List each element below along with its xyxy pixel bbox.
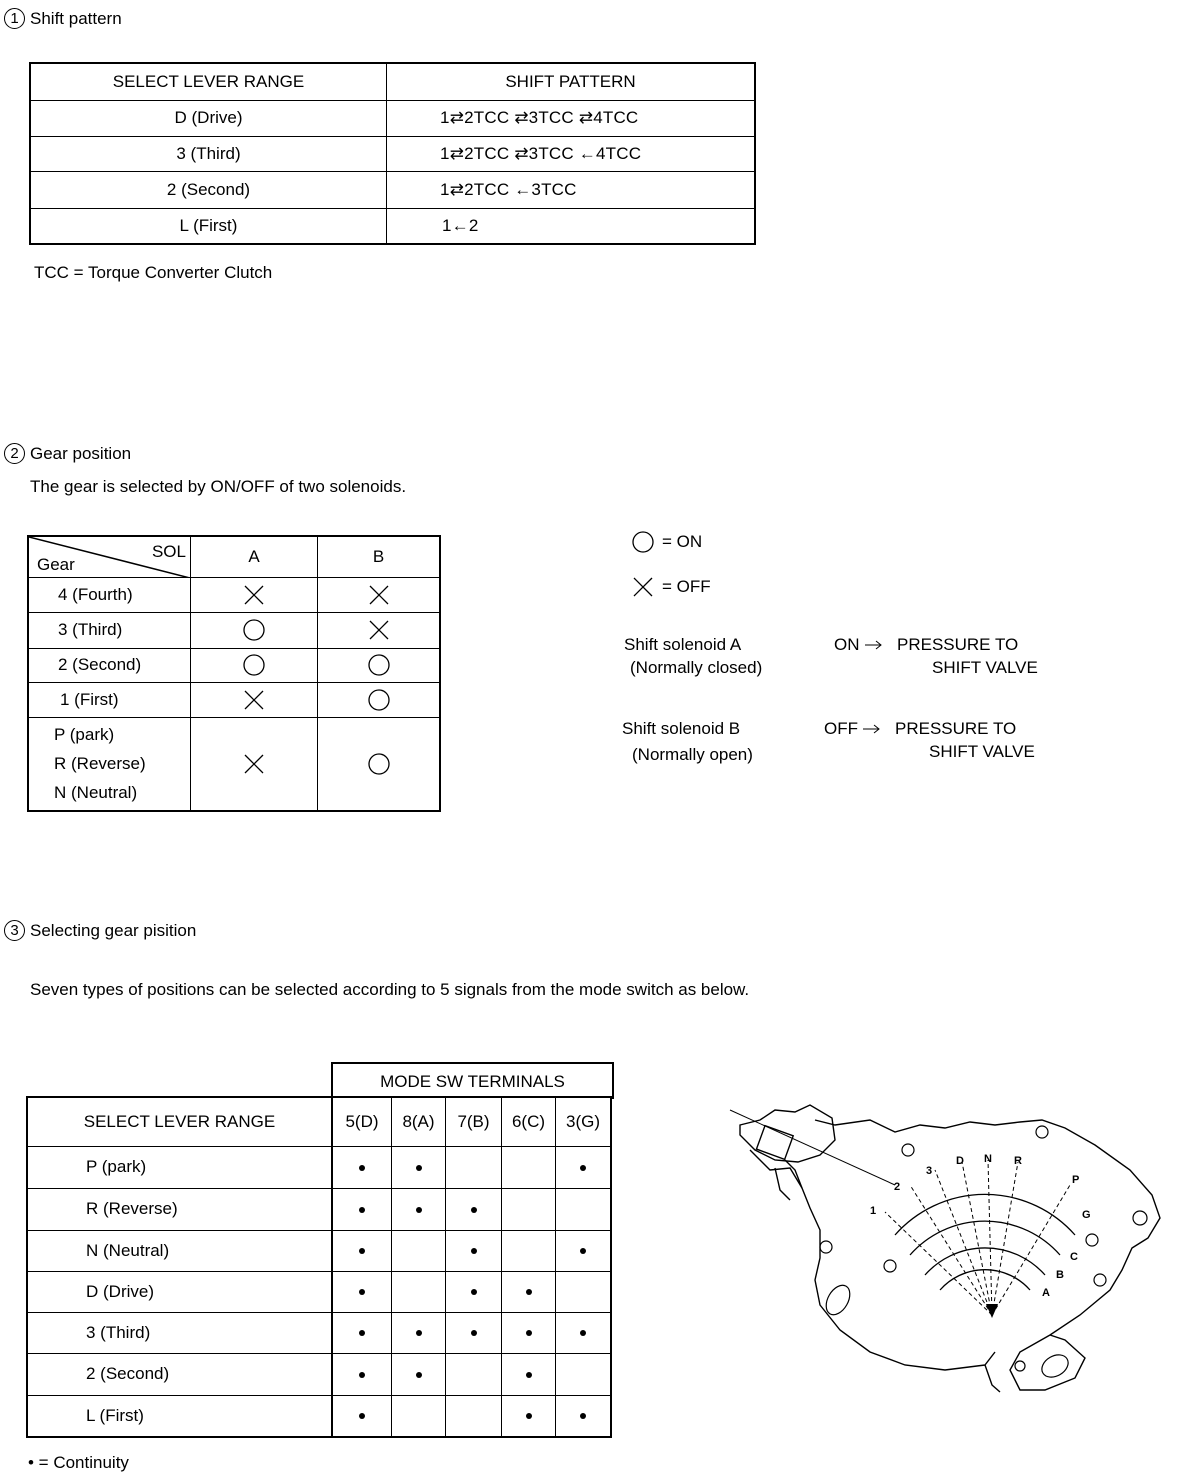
gear-label-reverse: R (Reverse): [54, 754, 146, 774]
circle-on-icon: [368, 654, 390, 676]
header-terminal: 5(D): [332, 1097, 392, 1146]
continuity-dot-icon: [526, 1330, 532, 1336]
header-terminal: 7(B): [446, 1097, 502, 1146]
circle-on-icon: [368, 689, 390, 711]
sol-a-cell: [191, 577, 318, 612]
terminal-label-g: G: [1082, 1209, 1091, 1221]
circle-on-icon: [243, 619, 265, 641]
section-number-badge: 2: [4, 443, 25, 464]
arrow-right-icon: [864, 639, 884, 651]
solenoid-a-result-2: SHIFT VALVE: [932, 658, 1038, 677]
cross-off-icon: [368, 619, 390, 641]
terminal-cell: [502, 1353, 556, 1395]
table-row: [30, 136, 755, 171]
pos-label-n: N: [984, 1153, 992, 1165]
mode-switch-table: [26, 1096, 612, 1438]
section-1-heading: [4, 8, 122, 29]
continuity-dot-icon: [580, 1330, 586, 1336]
arrow-right-icon: [862, 723, 882, 735]
range-cell: N (Neutral): [27, 1230, 332, 1271]
section-title: Gear position: [30, 443, 132, 463]
continuity-dot-icon: [359, 1330, 365, 1336]
terminal-cell: [556, 1312, 612, 1353]
section-2-subtitle: The gear is selected by ON/OFF of two solenoids.: [30, 477, 407, 496]
pos-label-2: 2: [894, 1181, 901, 1193]
terminal-cell: [392, 1230, 446, 1271]
solenoid-a-state-text: ON: [834, 635, 860, 654]
header-terminal: 8(A): [392, 1097, 446, 1146]
terminal-cell: [502, 1230, 556, 1271]
solenoid-a-state: [834, 635, 884, 655]
table-row: [27, 1353, 611, 1395]
range-cell: L (First): [30, 208, 387, 244]
header-sol-a: A: [191, 536, 318, 577]
terminal-cell: [556, 1271, 612, 1312]
solenoid-a-type: (Normally closed): [630, 658, 763, 677]
pos-label-r: R: [1014, 1155, 1022, 1167]
range-cell: 2 (Second): [27, 1353, 332, 1395]
sol-a-cell: [191, 648, 318, 682]
continuity-dot-icon: [359, 1289, 365, 1295]
terminal-cell: [332, 1188, 392, 1230]
pattern-text: 1⇄2TCC ⇄3TCC ⇄4TCC: [440, 108, 639, 127]
section-2-heading: [4, 443, 131, 464]
circle-on-icon: [368, 753, 390, 775]
table-header-row: [27, 1097, 611, 1146]
solenoid-b-result-2: SHIFT VALVE: [929, 742, 1035, 761]
continuity-dot-icon: [580, 1248, 586, 1254]
cross-off-icon: [243, 584, 265, 606]
terminal-cell: [502, 1395, 556, 1437]
continuity-dot-icon: [471, 1330, 477, 1336]
gear-cell: 4 (Fourth): [28, 577, 191, 612]
terminal-cell: [556, 1353, 612, 1395]
table-row: [27, 1188, 611, 1230]
section-3-subtitle: Seven types of positions can be selected according to 5 signals from the mode switch as below.: [30, 980, 750, 999]
legend-on-text: = ON: [662, 532, 703, 551]
continuity-dot-icon: [471, 1207, 477, 1213]
cross-off-icon: [243, 753, 265, 775]
section-number-badge: 3: [4, 920, 25, 941]
terminal-cell: [502, 1312, 556, 1353]
continuity-dot-icon: [359, 1248, 365, 1254]
pattern-text: 1⇄2TCC ←3TCC: [440, 179, 577, 199]
continuity-dot-icon: [471, 1289, 477, 1295]
header-sol-b: B: [318, 536, 441, 577]
solenoid-b-name: Shift solenoid B: [622, 719, 741, 738]
pattern-cell: [387, 136, 756, 171]
terminal-cell: [446, 1271, 502, 1312]
section-title: Shift pattern: [30, 8, 122, 28]
continuity-dot-icon: [416, 1330, 422, 1336]
mode-rows: [27, 1146, 611, 1437]
corner-gear-label: Gear: [37, 554, 75, 574]
table-header-row: [30, 63, 755, 100]
section-title: Selecting gear pisition: [30, 920, 197, 940]
terminal-cell: [332, 1271, 392, 1312]
pattern-text: 1⇄2TCC ⇄3TCC ←4TCC: [440, 143, 642, 163]
table-row: [30, 208, 755, 244]
gear-label-neutral: N (Neutral): [54, 783, 138, 803]
terminal-cell: [556, 1395, 612, 1437]
table-row: [30, 100, 755, 136]
pos-label-d: D: [956, 1155, 964, 1167]
pos-label-p: P: [1072, 1174, 1080, 1186]
gear-cell: 2 (Second): [28, 648, 191, 682]
continuity-dot-icon: [359, 1413, 365, 1419]
terminal-cell: [502, 1146, 556, 1188]
continuity-dot-icon: [526, 1413, 532, 1419]
pattern-cell: [387, 100, 756, 136]
corner-cell: [28, 536, 191, 577]
terminal-cell: [332, 1353, 392, 1395]
gear-cell-prn: [28, 717, 191, 811]
solenoid-b-result-1: PRESSURE TO: [895, 719, 1017, 738]
terminal-cell: [392, 1395, 446, 1437]
range-cell: 2 (Second): [30, 171, 387, 208]
table-row: [27, 1395, 611, 1437]
gear-cell: 1 (First): [28, 682, 191, 717]
terminal-cell: [446, 1395, 502, 1437]
header-shift-pattern: SHIFT PATTERN: [387, 63, 756, 100]
continuity-dot-icon: [526, 1289, 532, 1295]
header-select-lever-range: SELECT LEVER RANGE: [30, 63, 387, 100]
continuity-dot-icon: [416, 1372, 422, 1378]
mode-sw-terminals-header: MODE SW TERMINALS: [331, 1062, 614, 1099]
table-row: [28, 612, 440, 648]
cross-off-icon: [632, 576, 654, 598]
table-row: [28, 682, 440, 717]
sol-b-cell: [318, 648, 441, 682]
table-row: [28, 717, 440, 811]
table-header-row: [28, 536, 440, 577]
continuity-dot-icon: [359, 1372, 365, 1378]
range-cell: 3 (Third): [30, 136, 387, 171]
terminal-label-c: C: [1070, 1251, 1078, 1263]
table-row: [27, 1146, 611, 1188]
sol-b-cell: [318, 682, 441, 717]
terminal-cell: [502, 1188, 556, 1230]
continuity-dot-icon: [359, 1207, 365, 1213]
table-row: [28, 648, 440, 682]
terminal-cell: [446, 1353, 502, 1395]
mode-switch-diagram: [720, 1090, 1170, 1410]
solenoid-table: [27, 535, 441, 812]
sol-a-cell: [191, 682, 318, 717]
shift-pattern-table: [29, 62, 756, 245]
terminal-cell: [392, 1271, 446, 1312]
table-row: [27, 1312, 611, 1353]
contact-arcs: [895, 1194, 1075, 1290]
legend-on: [632, 531, 702, 553]
solenoid-a-name: Shift solenoid A: [624, 635, 742, 654]
range-cell: R (Reverse): [27, 1188, 332, 1230]
terminal-cell: [446, 1188, 502, 1230]
continuity-dot-icon: [580, 1413, 586, 1419]
cross-off-icon: [243, 689, 265, 711]
table-row: [28, 577, 440, 612]
corner-sol-label: SOL: [151, 542, 186, 561]
pointer-arrow-icon: [986, 1304, 998, 1318]
range-cell: 3 (Third): [27, 1312, 332, 1353]
terminal-cell: [332, 1395, 392, 1437]
continuity-dot-icon: [580, 1165, 586, 1171]
header-select-lever-range: SELECT LEVER RANGE: [27, 1097, 332, 1146]
terminal-cell: [556, 1230, 612, 1271]
terminal-cell: [392, 1312, 446, 1353]
legend-off-text: = OFF: [662, 577, 711, 596]
sol-b-cell: [318, 577, 441, 612]
terminal-label-a: A: [1042, 1287, 1050, 1299]
terminal-label-b: B: [1056, 1269, 1064, 1281]
terminal-cell: [556, 1146, 612, 1188]
table-row: [27, 1230, 611, 1271]
terminal-cell: [556, 1188, 612, 1230]
solenoid-b-type: (Normally open): [632, 745, 753, 764]
pattern-cell: [387, 208, 756, 244]
header-terminal: 3(G): [556, 1097, 612, 1146]
continuity-dot-icon: [471, 1248, 477, 1254]
terminal-cell: [332, 1230, 392, 1271]
section-number-badge: 1: [4, 8, 25, 29]
continuity-dot-icon: [359, 1165, 365, 1171]
gear-label-park: P (park): [54, 725, 115, 745]
pattern-cell: [387, 171, 756, 208]
shaft-axis-line: [730, 1110, 895, 1185]
terminal-cell: [392, 1146, 446, 1188]
table-row: [30, 171, 755, 208]
tcc-note: TCC = Torque Converter Clutch: [34, 263, 273, 282]
terminal-cell: [502, 1271, 556, 1312]
continuity-dot-icon: [416, 1207, 422, 1213]
sol-a-cell: [191, 717, 318, 811]
sol-a-cell: [191, 612, 318, 648]
terminal-cell: [392, 1353, 446, 1395]
terminal-cell: [446, 1312, 502, 1353]
legend-off: [632, 576, 711, 598]
continuity-note: • = Continuity: [28, 1453, 129, 1472]
range-cell: P (park): [27, 1146, 332, 1188]
cross-off-icon: [368, 584, 390, 606]
sol-b-cell: [318, 612, 441, 648]
terminal-cell: [392, 1188, 446, 1230]
header-terminal: 6(C): [502, 1097, 556, 1146]
gear-cell: 3 (Third): [28, 612, 191, 648]
terminal-cell: [446, 1230, 502, 1271]
section-3-heading: [4, 920, 196, 941]
sol-b-cell: [318, 717, 441, 811]
terminal-cell: [332, 1146, 392, 1188]
continuity-dot-icon: [416, 1165, 422, 1171]
circle-on-icon: [632, 531, 654, 553]
terminal-cell: [446, 1146, 502, 1188]
pos-label-1: 1: [870, 1205, 877, 1217]
solenoid-b-state-text: OFF: [824, 719, 858, 738]
circle-on-icon: [243, 654, 265, 676]
range-cell: D (Drive): [30, 100, 387, 136]
pos-label-3: 3: [926, 1165, 933, 1177]
continuity-dot-icon: [526, 1372, 532, 1378]
pattern-text: 1←2: [442, 215, 479, 235]
solenoid-a-result-1: PRESSURE TO: [897, 635, 1019, 654]
table-row: [27, 1271, 611, 1312]
range-cell: L (First): [27, 1395, 332, 1437]
range-cell: D (Drive): [27, 1271, 332, 1312]
terminal-cell: [332, 1312, 392, 1353]
solenoid-b-state: [824, 719, 882, 739]
